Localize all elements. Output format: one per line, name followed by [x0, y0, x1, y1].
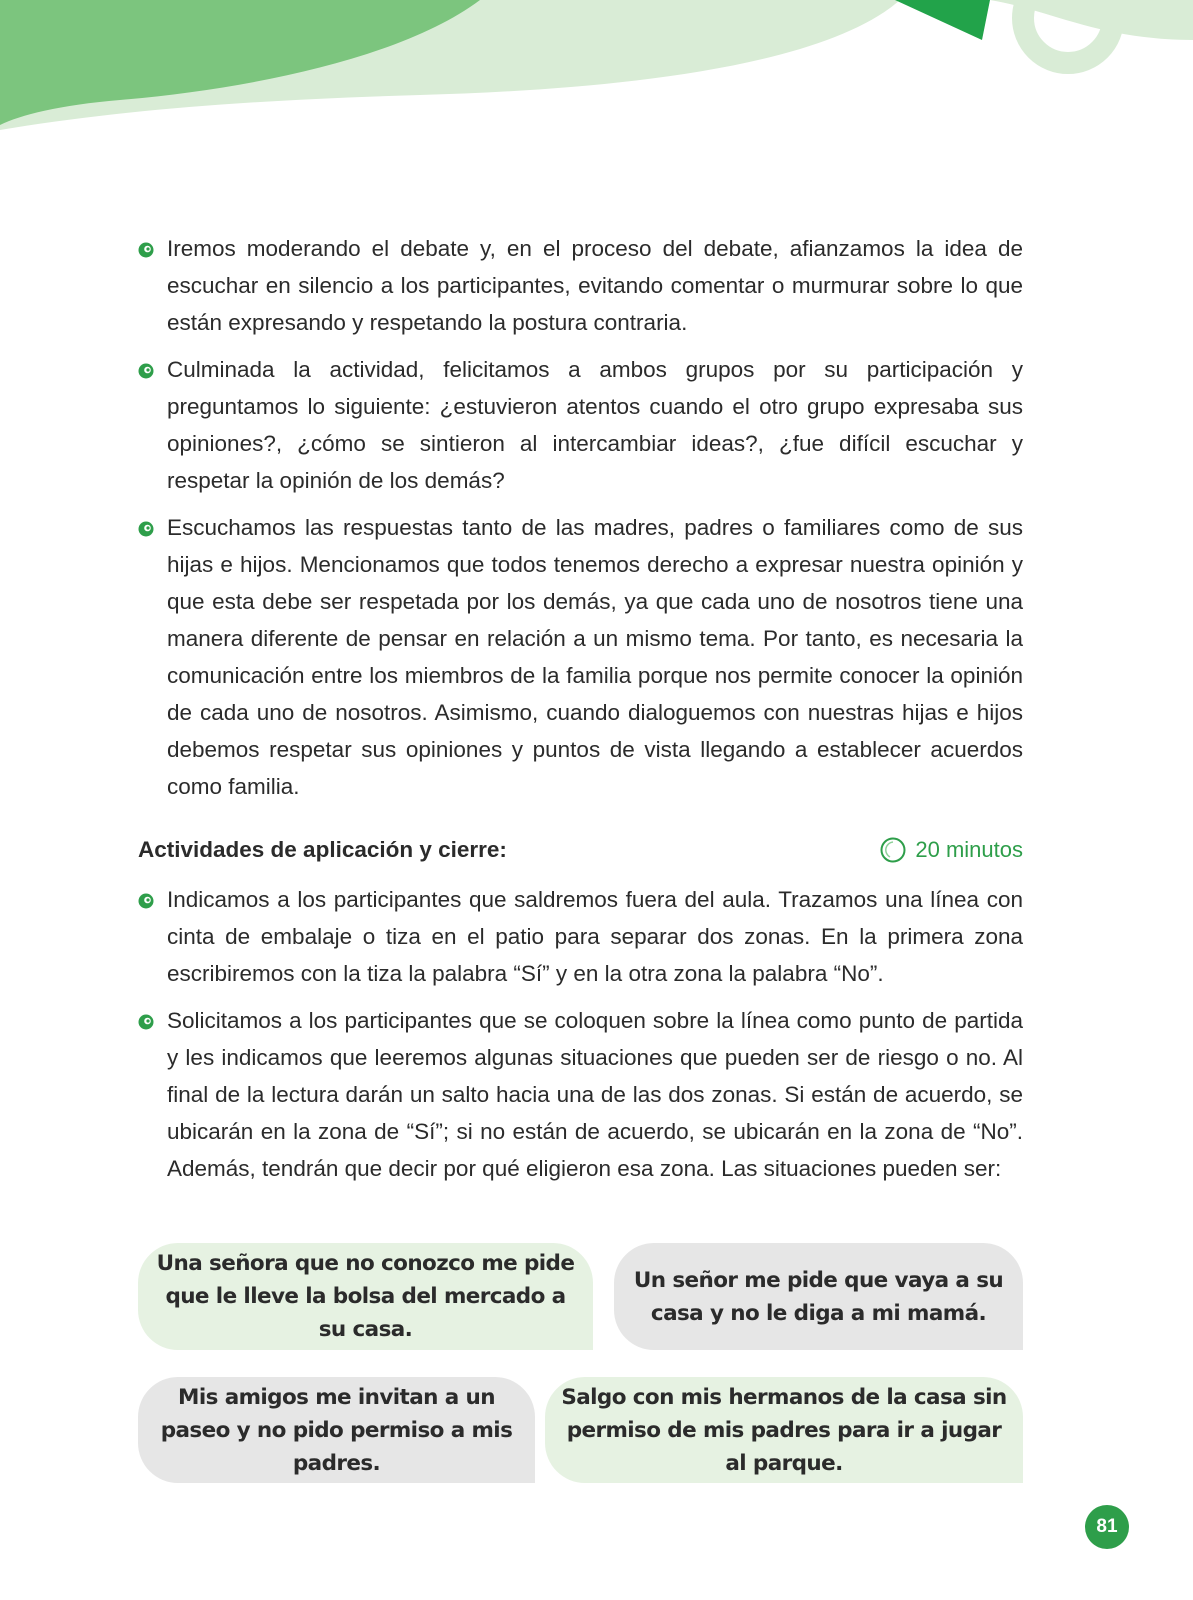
clock-icon [880, 837, 906, 863]
list-item [138, 881, 1023, 992]
list-item-text: Solicitamos a los participantes que se coloquen sobre la línea como punto de partida y les indicamos que leeremos algunas situaciones que pueden ser de riesgo o no. Al final de la lectura darán un salto hacia una de las dos zonas. Si están de acuerdo, se ubicarán en la zona de “Sí”; si no están de acuerdo, se ubicarán en la zona de “No”. Además, tendrán que decir por qué eligieron esa zona. Las situaciones pueden ser: [167, 1008, 1023, 1181]
situation-card: Un señor me pide que vaya a su casa y no le diga a mi mamá. [614, 1243, 1023, 1350]
bullet-list-bottom [138, 881, 1023, 1187]
page-number: 81 [1085, 1505, 1129, 1549]
situation-card: Una señora que no conozco me pide que le lleve la bolsa del mercado a su casa. [138, 1243, 593, 1350]
bullet-swirl-icon [138, 893, 154, 909]
list-item [138, 509, 1023, 805]
list-item [138, 1002, 1023, 1187]
bullet-swirl-icon [138, 363, 154, 379]
list-item [138, 351, 1023, 499]
list-item [138, 230, 1023, 341]
bullet-list-top [138, 230, 1023, 805]
list-item-text: Escuchamos las respuestas tanto de las madres, padres o familiares como de sus hijas e hijos. Mencionamos que todos tenemos derecho a expresar nuestra opinión y que esta debe ser respetada por los demás, ya que cada uno de nosotros tiene una manera diferente de pensar en relación a un mismo tema. Por tanto, es necesaria la comunicación entre los miembros de la familia porque nos permite conocer la opinión de cada uno de nosotros. Asimismo, cuando dialoguemos con nuestras hijas e hijos debemos respetar sus opiniones y puntos de vista llegando a establecer acuerdos como familia. [167, 515, 1023, 799]
section-title: Actividades de aplicación y cierre: [138, 837, 507, 862]
bullet-swirl-icon [138, 242, 154, 258]
main-content [138, 230, 1023, 1197]
list-item-text: Iremos moderando el debate y, en el proceso del debate, afianzamos la idea de escuchar en silencio a los participantes, evitando comentar o murmurar sobre lo que están expresando y respetando la postura contraria. [167, 236, 1023, 335]
bullet-swirl-icon [138, 1014, 154, 1030]
duration-badge [880, 837, 1023, 863]
section-header [138, 831, 1023, 871]
duration-text: 20 minutos [915, 837, 1023, 862]
situation-card: Mis amigos me invitan a un paseo y no pido permiso a mis padres. [138, 1377, 535, 1483]
bullet-swirl-icon [138, 521, 154, 537]
header-wave-decoration [0, 0, 1193, 140]
list-item-text: Indicamos a los participantes que saldremos fuera del aula. Trazamos una línea con cinta de embalaje o tiza en el patio para separar dos zonas. En la primera zona escribiremos con la tiza la palabra “Sí” y en la otra zona la palabra “No”. [167, 887, 1023, 986]
situation-card: Salgo con mis hermanos de la casa sin permiso de mis padres para ir a jugar al parque. [545, 1377, 1023, 1483]
list-item-text: Culminada la actividad, felicitamos a ambos grupos por su participación y preguntamos lo siguiente: ¿estuvieron atentos cuando el otro grupo expresaba sus opiniones?, ¿cómo se sintieron al intercambiar ideas?, ¿fue difícil escuchar y respetar la opinión de los demás? [167, 357, 1023, 493]
